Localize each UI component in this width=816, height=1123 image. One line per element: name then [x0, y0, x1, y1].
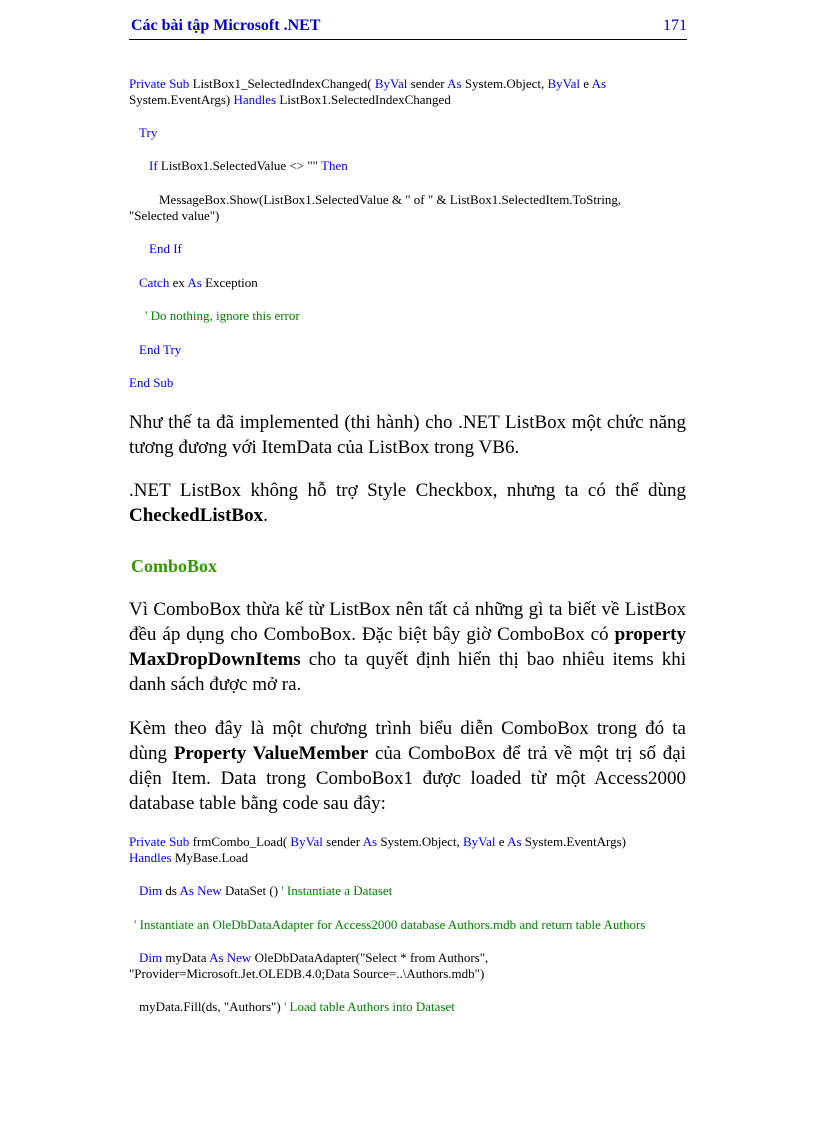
- code-line: Handles MyBase.Load: [129, 850, 249, 865]
- paragraph: Như thế ta đã implemented (thi hành) cho .NET ListBox một chức năng tương đương với ItemData của ListBox trong VB6.: [129, 412, 686, 458]
- code-comment: ' Instantiate an OleDbDataAdapter for Access2000 database Authors.mdb and return table Authors: [134, 917, 646, 932]
- code-line: Catch ex As Exception: [139, 275, 258, 290]
- code-line: Dim ds As New DataSet () ' Instantiate a Dataset: [139, 883, 393, 898]
- code-line: If ListBox1.SelectedValue <> "" Then: [149, 158, 348, 173]
- paragraph: Kèm theo đây là một chương trình biểu diễn ComboBox trong đó ta dùng Property ValueMember của ComboBox để trả về một trị số đại diện Item. Data trong ComboBox1 được loaded từ một Access2000 database table bằng code sau đây:: [129, 718, 687, 814]
- page-header: [129, 13, 687, 40]
- code-line: MessageBox.Show(ListBox1.SelectedValue & " of " & ListBox1.SelectedItem.ToString,: [159, 192, 622, 207]
- code-line: "Provider=Microsoft.Jet.OLEDB.4.0;Data Source=..\Authors.mdb"): [129, 966, 485, 981]
- code-comment: ' Do nothing, ignore this error: [145, 308, 300, 323]
- code-line: "Selected value"): [129, 208, 220, 223]
- code-line: System.EventArgs) Handles ListBox1.SelectedIndexChanged: [129, 92, 451, 107]
- paragraph: .NET ListBox không hỗ trợ Style Checkbox, nhưng ta có thể dùng CheckedListBox.: [129, 480, 686, 526]
- code-line: Private Sub frmCombo_Load( ByVal sender As System.Object, ByVal e As System.EventArgs): [129, 834, 627, 849]
- code-line: End If: [149, 241, 182, 256]
- page-number: 171: [663, 17, 687, 34]
- code-line: End Sub: [129, 375, 174, 390]
- code-line: End Try: [139, 342, 182, 357]
- paragraph: Vì ComboBox thừa kế từ ListBox nên tất cả những gì ta biết về ListBox đều áp dụng cho ComboBox. Đặc biệt bây giờ ComboBox có property MaxDropDownItems cho ta quyết định hiển thị bao nhiêu items khi danh sách được mở ra.: [129, 599, 686, 695]
- section-heading: ComboBox: [131, 556, 218, 576]
- code-line: myData.Fill(ds, "Authors") ' Load table Authors into Dataset: [139, 999, 455, 1014]
- code-line: Private Sub ListBox1_SelectedIndexChanged( ByVal sender As System.Object, ByVal e As: [129, 76, 607, 91]
- code-line: Try: [139, 125, 158, 140]
- code-line: Dim myData As New OleDbDataAdapter("Select * from Authors",: [139, 950, 489, 965]
- header-title: Các bài tập Microsoft .NET: [131, 17, 321, 34]
